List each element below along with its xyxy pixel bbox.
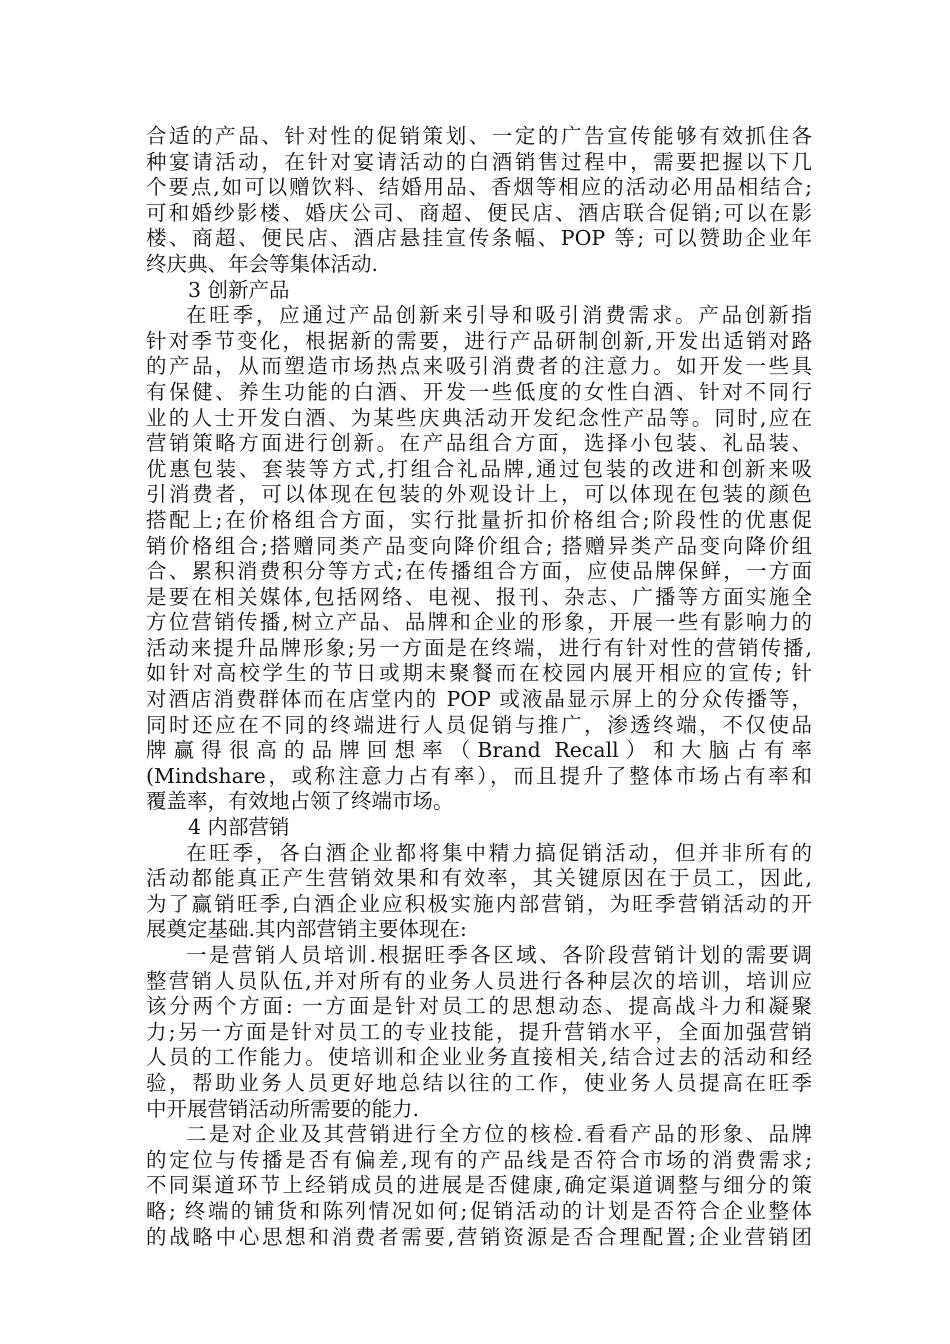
text-line: 在旺季，各白酒企业都将集中精力搞促销活动，但并非所有的 <box>186 840 812 865</box>
text-line: 是要在相关媒体,包括网络、电视、报刊、杂志、广播等方面实施全 <box>146 584 812 609</box>
text-line: 的产品，从而塑造市场热点来吸引消费者的注意力。如开发一些具 <box>146 354 812 379</box>
text-line: 略; 终端的铺货和陈列情况如何;促销活动的计划是否符合企业整体 <box>146 1198 812 1223</box>
text-line: 方位营销传播,树立产品、品牌和企业的形象，开展一些有影响力的 <box>146 610 812 635</box>
text-line: 牌赢得很高的品牌回想率（Brand Recall）和大脑占有率 <box>146 738 812 763</box>
text-line: 整营销人员队伍,并对所有的业务人员进行各种层次的培训，培训应 <box>146 968 812 993</box>
text-line: 活动都能真正产生营销效果和有效率，其关键原因在于员工，因此, <box>146 866 812 891</box>
text-line: 楼、商超、便民店、酒店悬挂宣传条幅、POP 等; 可以赞助企业年 <box>146 226 812 251</box>
text-line: 活动来提升品牌形象;另一方面是在终端，进行有针对性的营销传播, <box>146 635 812 660</box>
text-line: 的定位与传播是否有偏差,现有的产品线是否符合市场的消费需求; <box>146 1147 812 1172</box>
text-line: (Mindshare，或称注意力占有率），而且提升了整体市场占有率和 <box>146 763 812 788</box>
text-line: 合、累积消费积分等方式;在传播组合方面，应使品牌保鲜，一方面 <box>146 559 812 584</box>
text-line: 不同渠道环节上经销成员的进展是否健康,确定渠道调整与细分的策 <box>146 1173 812 1198</box>
text-line: 搭配上;在价格组合方面，实行批量折扣价格组合;阶段性的优惠促 <box>146 507 812 532</box>
section-heading: 3 创新产品 <box>188 277 290 302</box>
text-line: 在旺季，应通过产品创新来引导和吸引消费需求。产品创新指 <box>186 303 812 328</box>
text-line: 力;另一方面是针对员工的专业技能，提升营销水平，全面加强营销 <box>146 1019 812 1044</box>
text-line: 可和婚纱影楼、婚庆公司、商超、便民店、酒店联合促销;可以在影 <box>146 200 812 225</box>
text-line: 种宴请活动，在针对宴请活动的白酒销售过程中，需要把握以下几 <box>146 149 812 174</box>
text-line: 中开展营销活动所需要的能力. <box>146 1096 420 1121</box>
text-line: 人员的工作能力。使培训和企业业务直接相关,结合过去的活动和经 <box>146 1045 812 1070</box>
text-line: 优惠包装、套装等方式,打组合礼品牌,通过包装的改进和创新来吸 <box>146 456 812 481</box>
text-line: 该分两个方面: 一方面是针对员工的思想动态、提高战斗力和凝聚 <box>146 994 812 1019</box>
text-line: 销价格组合;搭赠同类产品变向降价组合; 搭赠异类产品变向降价组 <box>146 533 812 558</box>
text-line: 合适的产品、针对性的促销策划、一定的广告宣传能够有效抓住各 <box>146 124 812 148</box>
text-line: 有保健、养生功能的白酒、开发一些低度的女性白酒、针对不同行 <box>146 379 812 404</box>
text-line: 终庆典、年会等集体活动. <box>146 251 379 276</box>
text-line: 针对季节变化，根据新的需要，进行产品研制创新,开发出适销对路 <box>146 328 812 353</box>
text-line: 展奠定基础.其内部营销主要体现在: <box>146 917 467 942</box>
text-line: 验，帮助业务人员更好地总结以往的工作，使业务人员提高在旺季 <box>146 1070 812 1095</box>
text-line: 的战略中心思想和消费者需要,营销资源是否合理配置;企业营销团 <box>146 1224 812 1249</box>
section-heading: 4 内部营销 <box>188 815 290 840</box>
text-line: 为了赢销旺季,白酒企业应积极实施内部营销，为旺季营销活动的开 <box>146 891 812 916</box>
text-line: 如针对高校学生的节日或期末聚餐而在校园内展开相应的宣传; 针 <box>146 661 812 686</box>
text-line: 引消费者，可以体现在包装的外观设计上，可以体现在包装的颜色 <box>146 482 812 507</box>
text-line: 一是营销人员培训.根据旺季各区域、各阶段营销计划的需要调 <box>186 943 812 967</box>
text-line: 覆盖率，有效地占领了终端市场。 <box>146 789 454 814</box>
document-body <box>146 124 812 1250</box>
text-line: 二是对企业及其营销进行全方位的核检.看看产品的形象、品牌 <box>186 1122 812 1147</box>
text-line: 个要点,如可以赠饮料、结婚用品、香烟等相应的活动必用品相结合; <box>146 175 812 200</box>
text-line: 营销策略方面进行创新。在产品组合方面，选择小包装、礼品装、 <box>146 431 812 456</box>
text-line: 业的人士开发白酒、为某些庆典活动开发纪念性产品等。同时,应在 <box>146 405 812 430</box>
text-line: 对酒店消费群体而在店堂内的 POP 或液晶显示屏上的分众传播等， <box>146 687 812 712</box>
text-line: 同时还应在不同的终端进行人员促销与推广，渗透终端，不仅使品 <box>146 712 812 737</box>
